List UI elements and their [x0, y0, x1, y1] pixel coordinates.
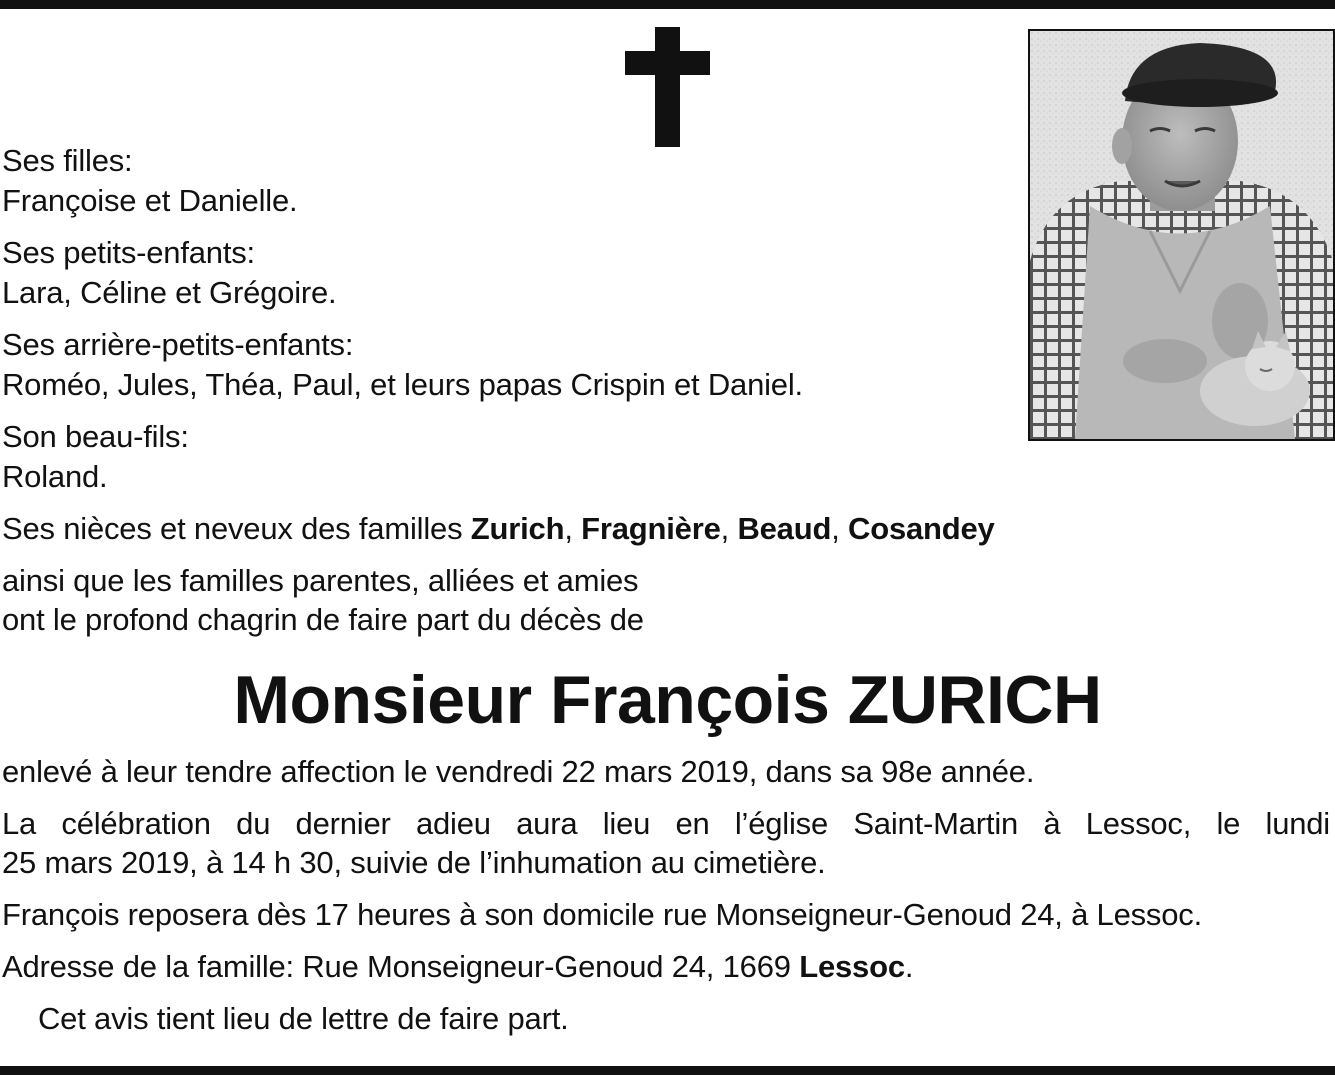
daughters-names: Françoise et Danielle. — [2, 183, 298, 218]
son-in-law-name: Roland. — [2, 459, 108, 494]
grandchildren-label: Ses petits-enfants: — [2, 235, 255, 270]
nieces-intro: Ses nièces et neveux des familles — [2, 511, 471, 546]
family-address: Adresse de la famille: Rue Monseigneur-Genoud 24, 1669 Lessoc. — [2, 949, 914, 984]
closing-line: Cet avis tient lieu de lettre de faire part. — [38, 1001, 569, 1036]
son-in-law-label: Son beau-fils: — [2, 419, 189, 454]
portrait-image — [1030, 31, 1333, 439]
family-beaud: Beaud — [737, 511, 832, 546]
deceased-name: Monsieur François ZURICH — [233, 662, 1102, 738]
great-grandchildren-names: Roméo, Jules, Théa, Paul, et leurs papas Crispin et Daniel. — [2, 367, 803, 402]
relatives-line-1: ainsi que les familles parentes, alliées et amies — [2, 563, 639, 598]
grandchildren-names: Lara, Céline et Grégoire. — [2, 275, 337, 310]
address-town: Lessoc — [799, 949, 905, 984]
address-prefix: Adresse de la famille: Rue Monseigneur-Genoud 24, 1669 — [2, 949, 800, 984]
death-line: enlevé à leur tendre affection le vendredi 22 mars 2019, dans sa 98e année. — [2, 754, 1035, 789]
daughters-label: Ses filles: — [2, 143, 133, 178]
rest-line: François reposera dès 17 heures à son domicile rue Monseigneur-Genoud 24, à Lessoc. — [2, 897, 1202, 932]
portrait-photo — [1028, 29, 1335, 441]
family-fragniere: Fragnière — [581, 511, 721, 546]
top-rule — [0, 0, 1335, 9]
great-grandchildren-label: Ses arrière-petits-enfants: — [2, 327, 354, 362]
family-zurich: Zurich — [470, 511, 565, 546]
nieces-line: Ses nièces et neveux des familles Zurich, Fragnière, Beaud, Cosandey — [2, 511, 995, 546]
relatives-line-2: ont le profond chagrin de faire part du décès de — [2, 602, 644, 637]
family-cosandey: Cosandey — [848, 511, 995, 546]
bottom-rule — [0, 1066, 1335, 1075]
ceremony-line-2: 25 mars 2019, à 14 h 30, suivie de l’inhumation au cimetière. — [2, 845, 826, 880]
cross-icon — [625, 27, 710, 147]
ceremony-line-1: La célébration du dernier adieu aura lieu en l’église Saint-Martin à Lessoc, le lundi — [2, 806, 1330, 841]
